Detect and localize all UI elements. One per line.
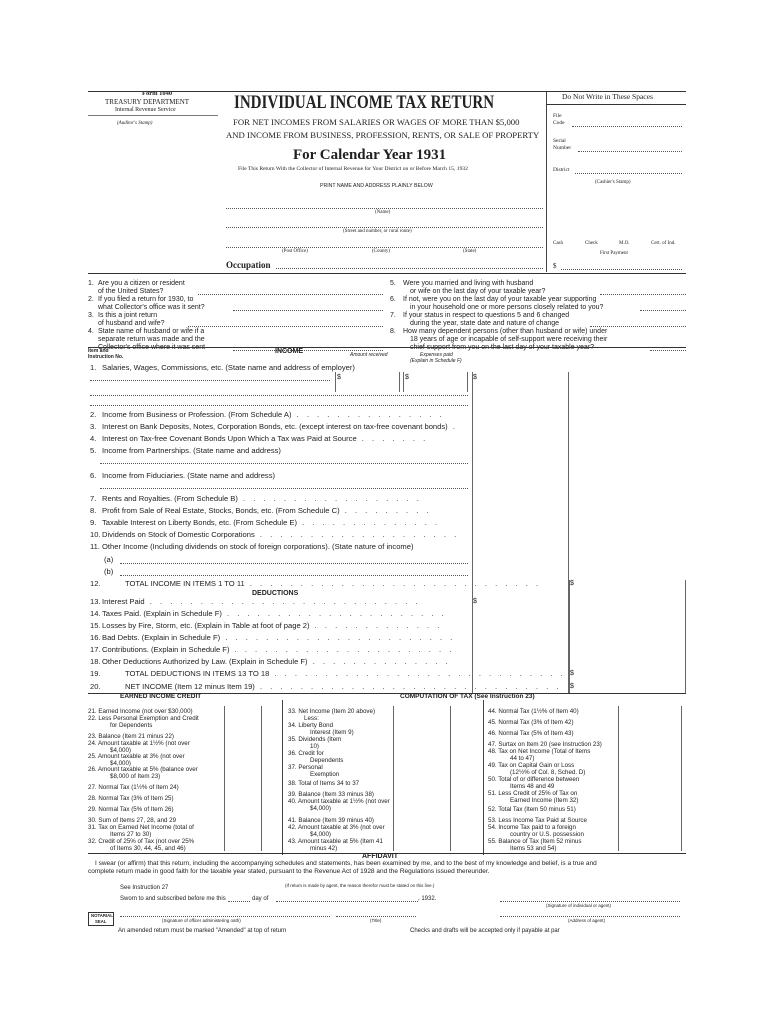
joint-return-answer[interactable] bbox=[188, 326, 383, 327]
calendar-year: For Calendar Year 1931 bbox=[293, 147, 447, 163]
auditor-stamp-area bbox=[88, 115, 218, 171]
other-income-line: Other Income (Including dividends on stock of foreign corporations). (State nature of income) bbox=[102, 542, 414, 551]
salaries-line: Salaries, Wages, Commissions, etc. (State name and address of employer) bbox=[102, 363, 355, 372]
occupation-label: Occupation bbox=[226, 260, 271, 270]
rents-line: Rents and Royalties. (From Schedule B) bbox=[102, 494, 238, 503]
county-label: (County) bbox=[372, 249, 391, 254]
sale-profit-line: Profit from Sale of Real Estate, Stocks, Bonds, etc. (From Schedule C) bbox=[102, 506, 340, 515]
total-deductions-line: TOTAL DEDUCTIONS IN ITEMS 13 TO 18 bbox=[125, 669, 270, 678]
dependents-answer[interactable] bbox=[650, 350, 686, 351]
bank-interest-line: Interest on Bank Deposits, Notes, Corporation Bonds, etc. (except interest on tax-free covenant bonds) bbox=[102, 422, 448, 431]
state-label: (State) bbox=[463, 249, 477, 254]
payment-money-order: M.O. bbox=[619, 241, 630, 246]
contributions-line: Contributions. (Explain in Schedule F) bbox=[102, 645, 230, 654]
file-code-field[interactable] bbox=[572, 126, 682, 127]
sworn-month-field[interactable] bbox=[276, 901, 418, 902]
service-name: Internal Revenue Service bbox=[115, 107, 176, 113]
fiduciary-income-line: Income from Fiduciaries. (State name and address) bbox=[102, 471, 276, 480]
payment-check: Check bbox=[585, 241, 598, 246]
department-name: TREASURY DEPARTMENT bbox=[105, 98, 190, 106]
fiduciary-detail[interactable] bbox=[100, 488, 468, 489]
salary-expense-col[interactable] bbox=[403, 372, 468, 392]
supporting-answer[interactable] bbox=[640, 310, 686, 311]
prior-office-answer[interactable] bbox=[233, 310, 383, 311]
net-income-line: NET INCOME (Item 12 minus Item 19) bbox=[125, 682, 255, 691]
employer-line-2[interactable] bbox=[90, 395, 468, 396]
file-instruction: File This Return With the Collector of Internal Revenue for Your District on or Before March 15, 1932 bbox=[238, 166, 468, 172]
street-field[interactable] bbox=[226, 227, 543, 228]
file-code-label-2: Code bbox=[553, 120, 565, 126]
income-amount-column[interactable] bbox=[472, 372, 569, 694]
officer-title-field[interactable] bbox=[336, 916, 416, 917]
partnership-income-line: Income from Partnerships. (State name and address) bbox=[102, 446, 281, 455]
salary-received-col[interactable] bbox=[335, 372, 400, 392]
amended-note: An amended return must be marked "Amended" at top of return bbox=[118, 928, 287, 934]
status-change-answer[interactable] bbox=[590, 326, 686, 327]
agent-address-field[interactable] bbox=[500, 916, 680, 917]
form-subtitle-1: FOR NET INCOMES FROM SALARIES OR WAGES OF MORE THAN $5,000 bbox=[233, 117, 520, 127]
citizen-answer[interactable] bbox=[198, 294, 383, 295]
signature-individual-label: (Signature of individual or agent) bbox=[546, 903, 612, 908]
see-instruction: See Instruction 27 bbox=[120, 885, 169, 891]
business-income-line: Income from Business or Profession. (From Schedule A) bbox=[102, 410, 292, 419]
first-payment-label: First Payment bbox=[600, 251, 628, 256]
post-office-label: (Post Office) bbox=[282, 249, 308, 254]
occupation-field[interactable] bbox=[276, 268, 543, 269]
bad-debts-line: Bad Debts. (Explain in Schedule F) bbox=[102, 633, 221, 642]
interest-paid-line: Interest Paid bbox=[102, 597, 145, 606]
affidavit-text-1: I swear (or affirm) that this return, including the accompanying schedules and statements, has been examined by me, and to the best of my knowledge and belief, is a true and bbox=[95, 860, 597, 867]
day-of-text: day of bbox=[252, 896, 269, 902]
liberty-bond-line: Taxable Interest on Liberty Bonds, etc. (From Schedule E) bbox=[102, 518, 298, 527]
computation-right-amounts[interactable] bbox=[618, 706, 682, 851]
taxpayer-signature-field[interactable] bbox=[500, 901, 680, 902]
dividends-line: Dividends on Stock of Domestic Corporations bbox=[102, 530, 255, 539]
employer-line-3[interactable] bbox=[90, 405, 468, 406]
earned-credit-amounts[interactable] bbox=[224, 706, 262, 851]
officer-signature-field[interactable] bbox=[120, 916, 330, 917]
other-income-b[interactable] bbox=[120, 575, 468, 576]
cashier-stamp-label: (Cashier's Stamp) bbox=[595, 180, 631, 185]
file-code-label: File bbox=[553, 113, 562, 119]
partnership-detail[interactable] bbox=[100, 463, 468, 464]
computation-mid-amounts[interactable] bbox=[393, 706, 451, 851]
notarial-seal: NOTARIAL SEAL bbox=[88, 912, 114, 926]
payment-certificate: Cert. of Ind. bbox=[651, 241, 676, 246]
serial-label: Serial bbox=[553, 138, 566, 144]
auditor-stamp-label: (Auditor's Stamp) bbox=[117, 121, 153, 126]
first-payment-dollar: $ bbox=[553, 262, 557, 270]
form-number: Form 1040 bbox=[142, 90, 173, 97]
amount-received-header: Amount received bbox=[350, 352, 388, 358]
sworn-text: Sworn to and subscribed before me this bbox=[120, 896, 226, 902]
form-title: INDIVIDUAL INCOME TAX RETURN bbox=[234, 92, 495, 113]
serial-label-2: Number bbox=[553, 145, 572, 151]
serial-field[interactable] bbox=[578, 151, 682, 152]
payment-cash: Cash bbox=[553, 241, 563, 246]
income-title: INCOME bbox=[275, 348, 303, 355]
agent-note: (If return is made by agent, the reason therefor must be stated on this line.) bbox=[285, 883, 435, 888]
street-label: (Street and number, or rural route) bbox=[343, 229, 412, 234]
total-column[interactable] bbox=[569, 580, 686, 694]
earned-credit-title: EARNED INCOME CREDIT bbox=[120, 693, 202, 700]
spouse-office-answer[interactable] bbox=[233, 350, 383, 351]
title-label: (Title) bbox=[370, 918, 382, 923]
district-field[interactable] bbox=[575, 173, 682, 174]
name-label: (Name) bbox=[375, 210, 391, 215]
covenant-bond-line: Interest on Tax-free Covenant Bonds Upon Which a Tax was Paid at Source bbox=[102, 434, 357, 443]
form-subtitle-2: AND INCOME FROM BUSINESS, PROFESSION, RENTS, OR SALE OF PROPERTY bbox=[226, 130, 540, 140]
taxes-paid-line: Taxes Paid. (Explain in Schedule F) bbox=[102, 609, 222, 618]
employer-line-1[interactable] bbox=[90, 380, 330, 381]
expenses-header: Expenses paid bbox=[420, 352, 453, 358]
computation-title: COMPUTATION OF TAX (See Instruction 23) bbox=[400, 693, 535, 700]
item-header: Item and bbox=[88, 348, 109, 354]
other-deductions-line: Other Deductions Authorized by Law. (Explain in Schedule F) bbox=[102, 657, 308, 666]
married-answer[interactable] bbox=[600, 294, 686, 295]
losses-line: Losses by Fire, Storm, etc. (Explain in Table at foot of page 2) bbox=[102, 621, 310, 630]
deductions-title: DEDUCTIONS bbox=[252, 590, 299, 597]
affidavit-title: AFFIDAVIT bbox=[362, 853, 399, 860]
office-box-title: Do Not Write in These Spaces bbox=[562, 92, 653, 101]
other-income-a[interactable] bbox=[120, 563, 468, 564]
address-field[interactable] bbox=[226, 247, 543, 248]
name-field[interactable] bbox=[226, 208, 543, 209]
affidavit-text-2: complete return made in good faith for the taxable year stated, pursuant to the Revenue Act of 1928 and the Regulations issued thereunder. bbox=[88, 868, 490, 875]
district-label: District bbox=[553, 167, 570, 173]
first-payment-field[interactable] bbox=[561, 269, 682, 270]
print-instruction: PRINT NAME AND ADDRESS PLAINLY BELOW bbox=[320, 183, 433, 189]
total-income-line: TOTAL INCOME IN ITEMS 1 TO 11 bbox=[125, 579, 245, 588]
sworn-year: , 1932. bbox=[418, 896, 437, 902]
checks-note: Checks and drafts will be accepted only if payable at par bbox=[410, 928, 560, 934]
expenses-header-2: (Explain in Schedule F) bbox=[410, 358, 462, 364]
officer-signature-label: (Signature of officer administering oath) bbox=[162, 918, 241, 923]
instruction-header: Instruction No. bbox=[88, 354, 124, 360]
agent-address-label: (Address of agent) bbox=[568, 918, 606, 923]
sworn-day-field[interactable] bbox=[228, 901, 250, 902]
